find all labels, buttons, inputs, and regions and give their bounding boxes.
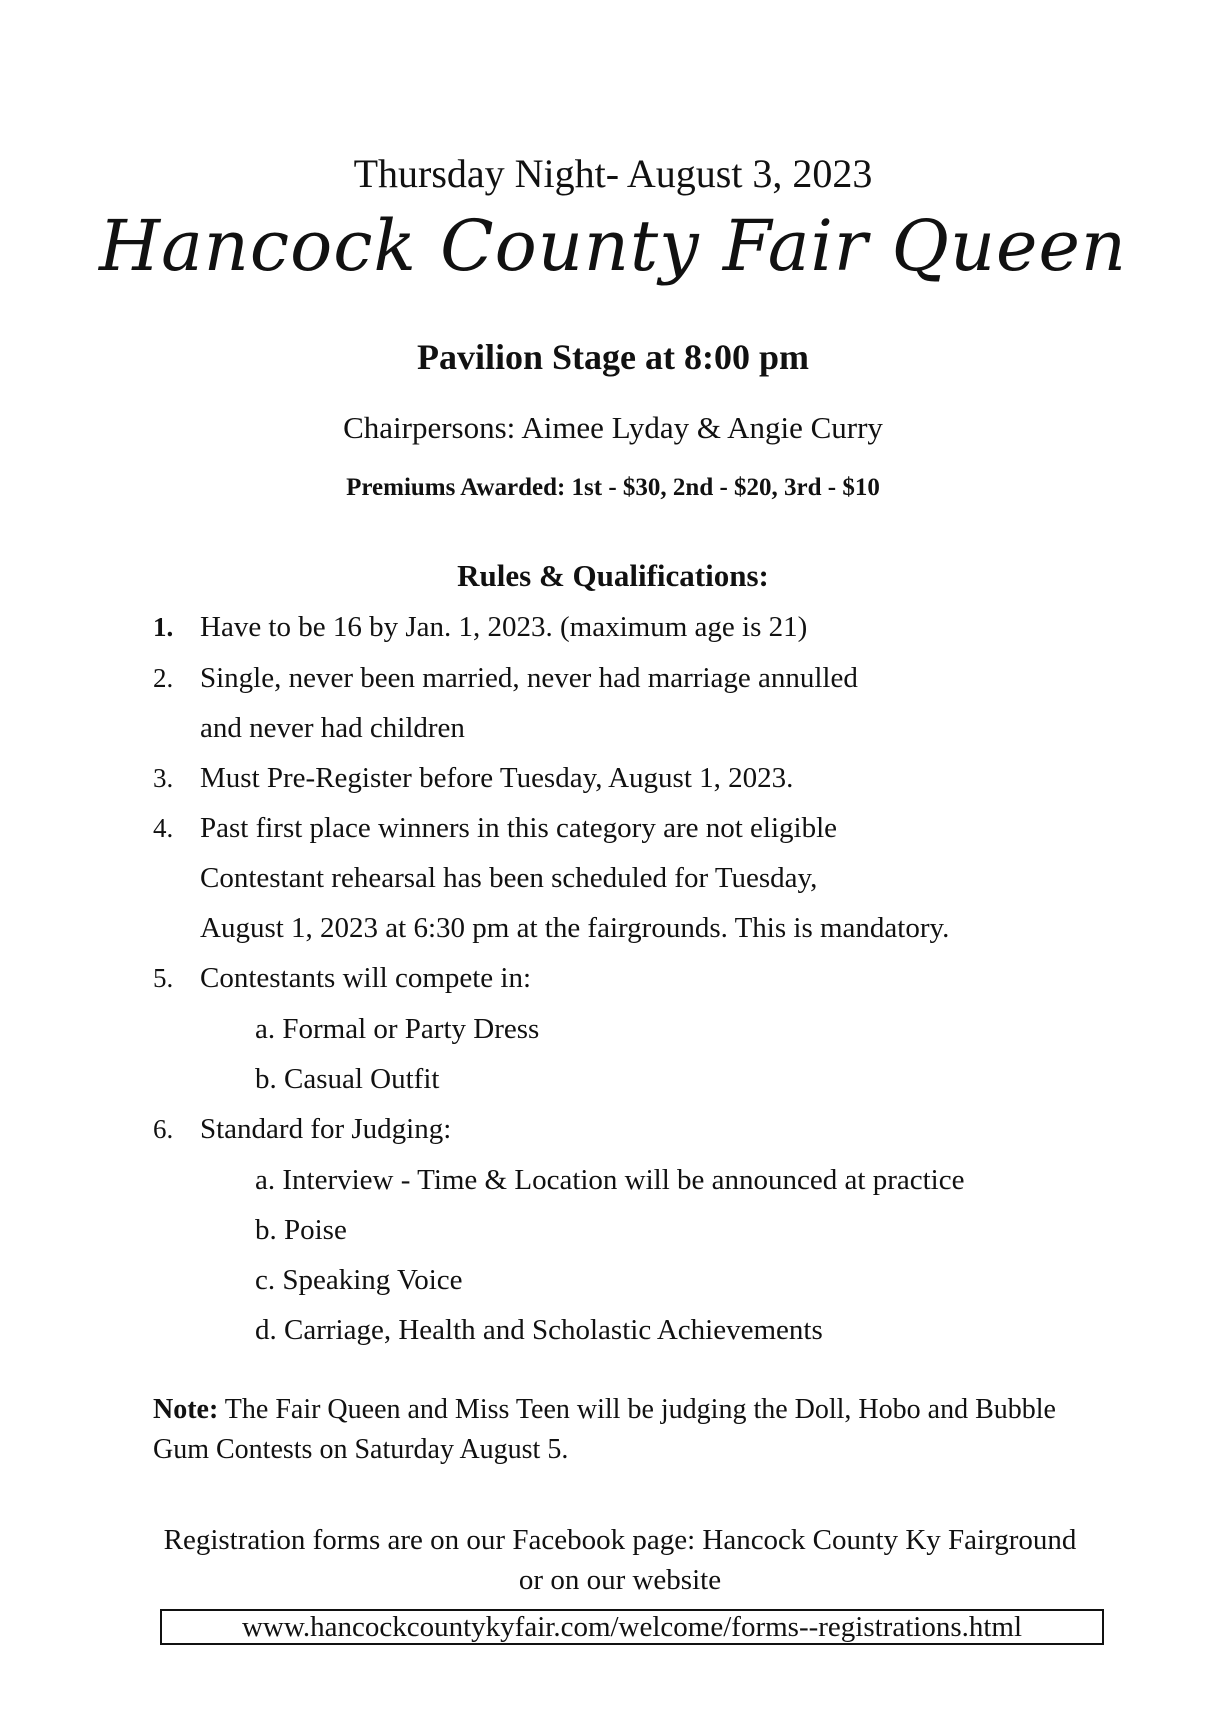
- premiums: Premiums Awarded: 1st - $30, 2nd - $20, 3rd - $10: [346, 474, 880, 501]
- note-label: Note:: [153, 1394, 219, 1425]
- rule-subitem: a. Formal or Party Dress: [255, 1013, 540, 1045]
- rule-subitem: d. Carriage, Health and Scholastic Achievements: [255, 1314, 823, 1346]
- page-title: Hancock County Fair Queen: [99, 205, 1127, 287]
- rule-text: Have to be 16 by Jan. 1, 2023. (maximum age is 21): [200, 611, 808, 643]
- rule-text: Single, never been married, never had marriage annulled: [200, 662, 858, 694]
- rule-number: 3.: [153, 763, 174, 793]
- rule-number: 1.: [153, 612, 174, 642]
- rule-subitem: a. Interview - Time & Location will be announced at practice: [255, 1164, 965, 1196]
- rule-number: 5.: [153, 963, 174, 993]
- rules-heading: Rules & Qualifications:: [457, 558, 769, 593]
- rule-subitem: c. Speaking Voice: [255, 1264, 463, 1296]
- note-text: The Fair Queen and Miss Teen will be judging the Doll, Hobo and Bubble Gum Contests on Saturday August 5.: [153, 1394, 1056, 1465]
- rule-text: Contestant rehearsal has been scheduled for Tuesday,: [200, 862, 818, 894]
- rule-number: 6.: [153, 1114, 174, 1144]
- rule-text: August 1, 2023 at 6:30 pm at the fairgrounds. This is mandatory.: [200, 912, 950, 944]
- rule-subitem: b. Poise: [255, 1214, 347, 1246]
- rule-text: Contestants will compete in:: [200, 962, 532, 994]
- rule-text: Standard for Judging:: [200, 1113, 452, 1145]
- rule-number: 2.: [153, 663, 174, 693]
- event-date: Thursday Night- August 3, 2023: [353, 151, 873, 196]
- venue-time: Pavilion Stage at 8:00 pm: [417, 337, 809, 377]
- rule-text: and never had children: [200, 712, 465, 744]
- rule-subitem: b. Casual Outfit: [255, 1063, 440, 1095]
- note-paragraph: [153, 1390, 1113, 1470]
- chairpersons: Chairpersons: Aimee Lyday & Angie Curry: [343, 410, 883, 445]
- rule-text: Past first place winners in this category are not eligible: [200, 812, 838, 844]
- website-link[interactable]: www.hancockcountykyfair.com/welcome/forms--registrations.html: [160, 1609, 1104, 1645]
- rule-number: 4.: [153, 813, 174, 843]
- rule-text: Must Pre-Register before Tuesday, August 1, 2023.: [200, 762, 794, 794]
- registration-info: Registration forms are on our Facebook page: Hancock County Ky Fairground or on our website: [163, 1524, 1077, 1596]
